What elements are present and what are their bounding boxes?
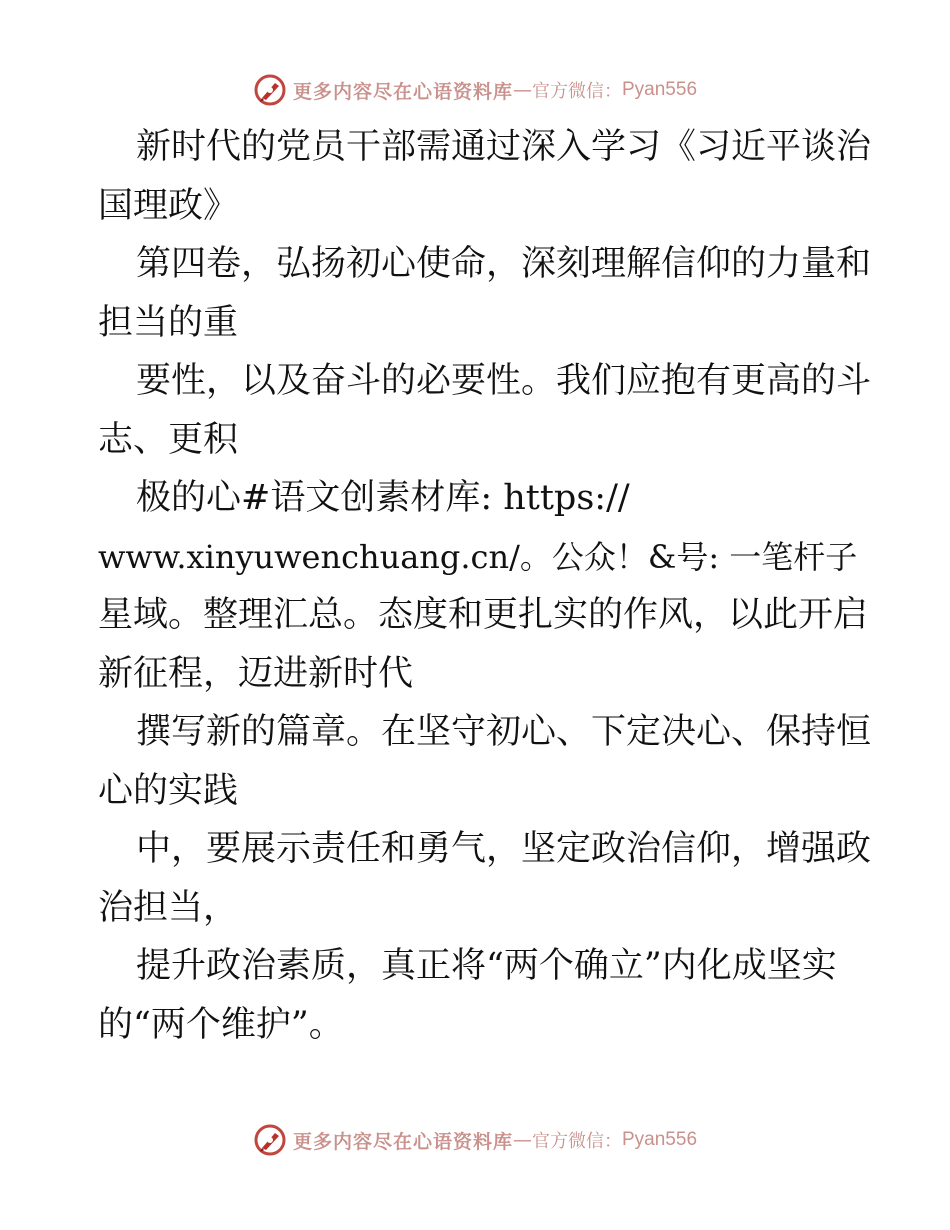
body-line: 新时代的党员干部需通过深入学习《习近平谈治 bbox=[136, 127, 872, 167]
header-banner-separator: — bbox=[513, 79, 532, 101]
body-line: 新征程，迈进新时代 bbox=[98, 653, 414, 694]
body-line: 心的实践 bbox=[98, 770, 239, 811]
footer-banner-text: 更多内容尽在心语资料库 bbox=[292, 1130, 513, 1153]
body-line: 担当的重 bbox=[98, 302, 239, 343]
body-line: 撰写新的篇章。在坚守初心、下定决心、保持恒 bbox=[136, 712, 872, 752]
pen-logo-icon bbox=[253, 1123, 287, 1157]
header-watermark-banner bbox=[0, 70, 950, 110]
body-line: 第四卷，弘扬初心使命，深刻理解信仰的力量和 bbox=[136, 244, 872, 284]
body-line: 志、更积 bbox=[98, 419, 239, 460]
header-banner-contact-id: Pyan556 bbox=[622, 79, 698, 100]
footer-banner-contact-label: 官方微信： bbox=[532, 1131, 622, 1152]
pen-logo-icon bbox=[253, 73, 287, 107]
header-banner-text: 更多内容尽在心语资料库 bbox=[292, 80, 513, 103]
body-line: 治担当， bbox=[98, 887, 239, 928]
body-line: 中，要展示责任和勇气，坚定政治信仰，增强政 bbox=[136, 829, 872, 869]
body-line: www.xinyuwenchuang.cn/。公众！&号: 一笔杆子 bbox=[98, 537, 858, 576]
body-line: 星域。整理汇总。态度和更扎实的作风，以此开启 bbox=[98, 595, 869, 635]
footer-banner-contact-id: Pyan556 bbox=[622, 1129, 698, 1150]
body-line: 极的心#语文创素材库: https:// bbox=[136, 478, 630, 518]
document-body bbox=[98, 118, 872, 1054]
footer-watermark-banner bbox=[0, 1120, 950, 1160]
header-banner-contact-label: 官方微信： bbox=[532, 81, 622, 102]
footer-banner-separator: — bbox=[513, 1129, 532, 1151]
body-line: 的“两个维护”。 bbox=[98, 1004, 344, 1045]
body-line: 提升政治素质，真正将“两个确立”内化成坚实 bbox=[136, 946, 837, 986]
body-line: 要性，以及奋斗的必要性。我们应抱有更高的斗 bbox=[136, 361, 872, 401]
body-line: 国理政》 bbox=[98, 185, 239, 226]
